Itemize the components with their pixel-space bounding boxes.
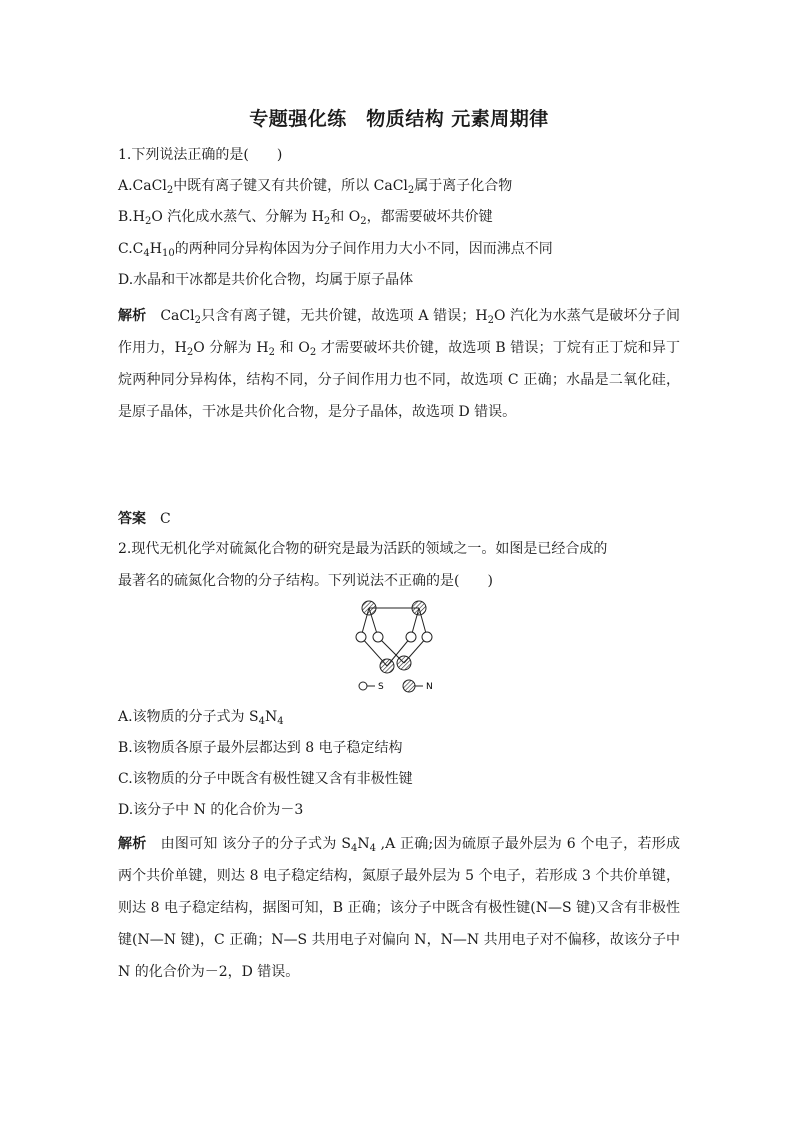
answer-label: 答案 xyxy=(118,511,146,527)
s-atom xyxy=(373,632,383,642)
q1-stem: 1.下列说法正确的是( ) xyxy=(118,147,283,163)
analysis-label: 解析 xyxy=(118,308,147,324)
q2-option-a: A.该物质的分子式为 $S_4N_4$ xyxy=(118,709,284,727)
s-atom xyxy=(406,632,416,642)
q2-stem-line2: 最著名的硫氮化合物的分子结构。下列说法不正确的是( ) xyxy=(118,573,493,589)
q2-option-c: C.该物质的分子中既含有极性键又含有非极性键 xyxy=(118,771,413,787)
n-atom xyxy=(397,656,411,670)
q1-option-b: $B.H_2O$ 汽化成水蒸气、分解为 $H_2$和 $O_2$，都需要破坏共价键 xyxy=(118,209,493,227)
q2-option-d: D.该分子中 N 的化合价为－3 xyxy=(118,802,304,818)
q1-option-a: A.CaCl$_2$中既有离子键又有共价键，所以 CaCl$_2$属于离子化合物 xyxy=(118,178,513,196)
q1-answer xyxy=(118,510,171,528)
figure-legend xyxy=(359,680,433,692)
q2-stem-line1: 2.现代无机化学对硫氮化合物的研究是最为活跃的领域之一。如图是已经合成的 xyxy=(118,541,608,557)
q1-analysis: 解析 CaCl$_2$只含有离子键，无共价键，故选项 A 错误；$H_2O$ 汽化为水蒸气是破坏分子间作用力，$H_2O$ 分解为 $H_2$ 和 $O_2$ 才需要破坏共价键，故选项 B 错误；丁烷有正丁烷和异丁烷两种同分异构体，结构不同，分子间作用力也不同，故选项 C 正确；水晶是二氧化硅，是原子晶体，干冰是共价化合物，是分子晶体，故选项 D 错误。 xyxy=(118,308,680,420)
n-legend-label: N xyxy=(426,682,433,692)
n-atom xyxy=(412,601,426,615)
s-legend-label: S xyxy=(378,682,384,692)
n-atom xyxy=(362,601,376,615)
q2-analysis: 解析 由图可知 该分子的分子式为 $S_4N_4$ ,A 正确;因为硫原子最外层为 6 个电子，若形成两个共价单键，则达 8 电子稳定结构，氮原子最外层为 5 个电子，若形成 3 个共价单键，则达 8 电子稳定结构，据图可知，B 正确；该分子中既含有极性键(N—S 键)又含有非极性键(N—N 键)，C 正确；N—S 共用电子对偏向 N，N—N 共用电子对不偏移，故该分子中 N 的化合价为－2，D 错误。 xyxy=(118,836,681,980)
n-atom xyxy=(380,659,394,673)
page-title: 专题强化练 物质结构 元素周期律 xyxy=(249,108,549,130)
s-atom xyxy=(422,632,432,642)
answer-value: C xyxy=(160,511,171,527)
analysis-label: 解析 xyxy=(118,836,147,852)
s-legend-icon xyxy=(359,682,367,690)
bond-lines xyxy=(361,608,427,666)
q1-option-c: $C.C_4H_{10}$的两种同分异构体因为分子间作用力大小不同，因而沸点不同 xyxy=(118,241,553,259)
s4n4-molecule-figure xyxy=(355,596,455,696)
q2-option-b: B.该物质各原子最外层都达到 8 电子稳定结构 xyxy=(118,740,403,756)
s-atom xyxy=(356,632,366,642)
q1-option-d: D.水晶和干冰都是共价化合物，均属于原子晶体 xyxy=(118,272,414,288)
n-legend-icon xyxy=(403,680,415,692)
